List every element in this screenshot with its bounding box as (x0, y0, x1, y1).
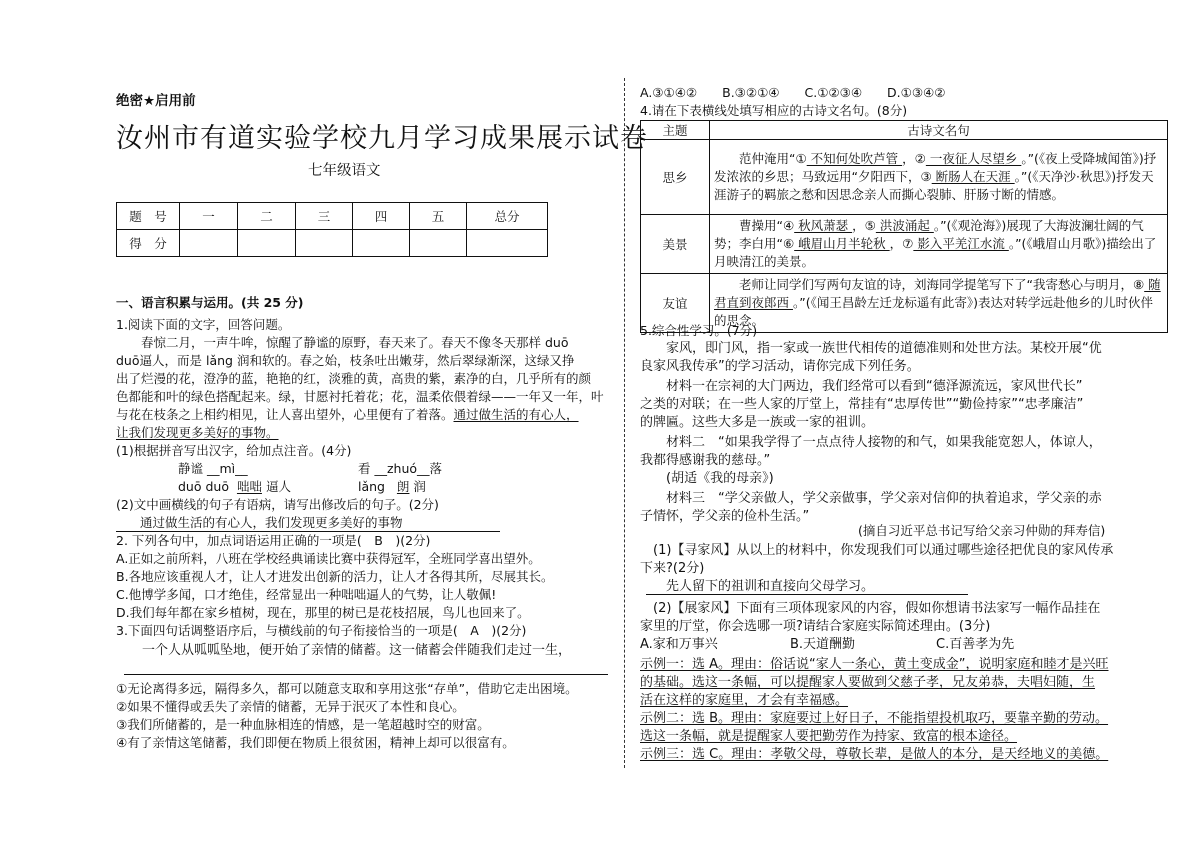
poem-theme: 思乡 (641, 140, 710, 215)
score-cell[interactable] (410, 230, 467, 257)
pinyin-label: duō duō (178, 479, 229, 494)
poem-answer: 随君直到夜郎西 (714, 277, 1161, 310)
material3-line: 材料三 “学父亲做人，学父亲做事，学父亲对信仰的执着追求，学父亲的赤 (640, 491, 1102, 506)
score-header-cell: 题 号 (117, 203, 180, 230)
example-line: 的基础。选这一条幅，可以提醒家人要做到父慈子孝，兄友弟恭，夫唱妇随，生 (640, 675, 1096, 690)
secret-mark: 绝密★启用前 (116, 93, 196, 109)
material1-line: 材料一在宗祠的大门两边，我们经常可以看到“德泽源流远，家风世代长” (640, 379, 1083, 394)
poem-header-lines: 古诗文名句 (710, 121, 1168, 140)
q3-item: ③我们所储蓄的，是一种血脉相连的情感，是一笔超越时空的财富。 (116, 717, 490, 732)
material3-source: (摘自习近平总书记写给父亲习仲勋的拜寿信) (858, 523, 1106, 538)
q3-item: ④有了亲情这笔储蓄，我们即便在物质上很贫困，精神上却可以很富有。 (116, 735, 515, 750)
q2-option: C.他博学多闻，口才绝佳，经常显出一种咄咄逼人的气势，让人敬佩! (116, 587, 497, 602)
score-cell[interactable] (353, 230, 410, 257)
pinyin-tail: 逼人 (265, 479, 291, 494)
right-column (620, 0, 1200, 847)
material2-line: 材料二 “如果我学得了一点点待人接物的和气，如果我能宽恕人，体谅人， (640, 435, 1102, 450)
poem-content (710, 215, 1168, 274)
q2-option: B.各地应该重视人才，让人才进发出创新的活力，让人才各得其所，尽展其长。 (116, 569, 554, 584)
score-header-cell: 总分 (467, 203, 548, 230)
passage-line: 出了烂漫的花，澄净的蓝，艳艳的红，淡雅的黄，高贵的紫，素净的白，几乎所有的颜 (116, 371, 592, 386)
q5-prompt: 5.综合性学习。(7分) (640, 323, 758, 338)
passage-underlined-line: 让我们发现更多美好的事物。 (116, 425, 279, 440)
q5-sub1-line: (1)【寻家风】从以上的材料中，你发现我们可以通过哪些途径把优良的家风传承 (640, 543, 1114, 558)
poem-theme: 友谊 (641, 274, 710, 333)
q4-prompt: 4.请在下表横线处填写相应的古诗文名句。(8分) (640, 103, 908, 118)
poem-answer: 不知何处吹芦管 (806, 151, 903, 166)
pinyin-item (358, 478, 426, 496)
score-header-cell: 四 (353, 203, 410, 230)
example-line: 活在这样的家庭里，才会有幸福感。 (640, 693, 849, 708)
q1-sub1: (1)根据拼音写出汉字，给加点注音。(4分) (116, 443, 352, 458)
material2-source: (胡适《我的母亲》) (640, 471, 774, 486)
poem-table-header (641, 121, 1168, 140)
score-cell[interactable] (296, 230, 353, 257)
score-table-row (117, 230, 548, 257)
example-line: 示例一：选 A。理由：俗话说“家人一条心，黄土变成金”，说明家庭和睦才是兴旺 (640, 657, 1109, 672)
example-line: 示例二：选 B。理由：家庭要过上好日子，不能指望投机取巧，要靠辛勤的劳动。 (640, 711, 1109, 726)
poem-text: 。”(《闻王昌龄左迁龙标遥有此寄》)表达对转学远赴他乡的儿时伙伴的思念。 (714, 295, 1153, 328)
poem-header-theme: 主题 (641, 121, 710, 140)
pinyin-item: 静谧 __mì__ (178, 461, 248, 476)
poem-text: 。”(《观沧海》)展现了大海波澜壮阔的气势；李白用“⑥ (714, 218, 1144, 251)
poem-text: ，② (902, 151, 926, 166)
poem-content (710, 140, 1168, 215)
poem-table (640, 120, 1168, 333)
q3-choices: A.③①④② B.③②①④ C.①②③④ D.①③④② (640, 85, 946, 100)
example-line: 选这一条幅，就是提醒家人要把勤劳作为持家、致富的根本途径。 (640, 729, 1018, 744)
poem-content (710, 274, 1168, 333)
passage-line: duō逼人，而是 lǎng 润和软的。春之始，枝条吐出嫩芽，然后翠绿渐深，这绿又挣 (116, 353, 575, 368)
pinyin-label: lǎng (358, 479, 385, 494)
q1-prompt: 1.阅读下面的文字，回答问题。 (116, 317, 291, 332)
q2-option: D.我们每年都在家乡植树，现在，那里的树已是花枝招展，鸟儿也回来了。 (116, 605, 530, 620)
q3-prompt: 3.下面四句话调整语序后，与横线前的句子衔接恰当的一项是( A )(2分) (116, 623, 527, 638)
score-cell[interactable] (467, 230, 548, 257)
q5-sub1-answer: 先人留下的祖训和直接向父母学习。 (640, 579, 875, 594)
q3-lead: 一个人从呱呱坠地，便开始了亲情的储蓄。这一储蓄会伴随我们走过一生， (116, 643, 572, 658)
score-table-header (117, 203, 548, 230)
pinyin-item: 看 __zhuó__落 (358, 461, 443, 476)
section1-title: 一、语言积累与运用。(共 25 分) (116, 295, 304, 310)
q5-sub2-option: C.百善孝为先 (936, 637, 1015, 652)
poem-answer: 影入平羌江水流 (913, 236, 1009, 251)
material3-line: 子情怀，学父亲的俭朴生活。” (640, 509, 810, 524)
poem-row (641, 215, 1168, 274)
score-header-cell: 一 (180, 203, 238, 230)
example-line: 示例三：选 C。理由：孝敬父母，尊敬长辈，是做人的本分，是天经地义的美德。 (640, 747, 1109, 762)
q5-sub2-option: B.天道酬勤 (790, 637, 856, 652)
q2-option: A.正如之前所料，八班在学校经典诵读比赛中获得冠军，全班同学喜出望外。 (116, 551, 541, 566)
answer-line (646, 594, 968, 595)
poem-text: 范仲淹用“① (714, 151, 807, 166)
q5-sub2-option: A.家和万事兴 (640, 637, 718, 652)
poem-text: 。”(《峨眉山月歌》)描绘出了月映清江的美景。 (714, 236, 1157, 269)
score-cell[interactable] (238, 230, 296, 257)
q5-sub2-line: 家里的厅堂，你会选哪一项?请结合家庭实际简述理由。(3分) (640, 619, 991, 634)
poem-text: ，⑦ (889, 236, 914, 251)
pinyin-tail: 润 (413, 479, 426, 494)
answer-line (124, 674, 608, 675)
poem-text: 。”(《天净沙·秋思》)抒发天涯游子的羁旅之愁和因思念亲人而撕心裂肺、肝肠寸断的情感。 (714, 169, 1154, 202)
poem-row (641, 140, 1168, 215)
material2-line: 我都得感谢我的慈母。” (640, 453, 771, 468)
score-row-label: 得 分 (117, 230, 180, 257)
poem-answer: 秋风萧瑟 (794, 218, 853, 233)
poem-text: ，⑤ (852, 218, 876, 233)
score-cell[interactable] (180, 230, 238, 257)
poem-answer: 洪波涌起 (875, 218, 934, 233)
score-header-cell: 五 (410, 203, 467, 230)
score-header-cell: 二 (238, 203, 296, 230)
passage-text: 与花在枝条之上相约相见，让人喜出望外，心里便有了着落。 (116, 407, 454, 422)
q5-sub2-line: (2)【展家风】下面有三项体现家风的内容，假如你想请书法家写一幅作品挂在 (640, 601, 1101, 616)
poem-answer: 一夜征人尽望乡 (925, 151, 1022, 166)
passage-line: 色都能和叶的绿色搭配起来。绿，甘愿衬托着花；花，温柔依偎着绿——一年又一年，叶 (116, 389, 604, 404)
q5-intro-line: 家风，即门风，指一家或一族世代相传的道德准则和处世方法。某校开展“优 (640, 341, 1102, 356)
pinyin-answer: 咄咄 (236, 479, 262, 494)
poem-text: 。”(《夜上受降城闻笛》)抒发浓浓的乡思；马致远用“夕阳西下，③ (714, 151, 1157, 184)
q3-item: ②如果不懂得或丢失了亲情的储蓄，无异于泯灭了本性和良心。 (116, 699, 465, 714)
q1-sub2: (2)文中画横线的句子有语病，请写出修改后的句子。(2分) (116, 497, 439, 512)
passage-underlined-tail: 通过做生活的有心人， (453, 407, 579, 422)
pinyin-item (178, 478, 291, 496)
poem-answer: 断肠人在天涯 (931, 169, 1015, 184)
score-table (116, 202, 548, 257)
poem-theme: 美景 (641, 215, 710, 274)
poem-text: 曹操用“④ (714, 218, 795, 233)
material1-line: 的牌匾。这些大多是一族或一家的祖训。 (640, 415, 875, 430)
q3-item: ①无论离得多远，隔得多久，都可以随意支取和享用这张“存单”，借助它走出困境。 (116, 681, 578, 696)
poem-answer: 峨眉山月半轮秋 (794, 236, 890, 251)
passage-line: 春惊二月，一声牛哞，惊醒了静谧的原野，春天来了。春天不像冬天那样 duō (116, 335, 569, 350)
exam-subtitle: 七年级语文 (308, 163, 381, 179)
score-header-cell: 三 (296, 203, 353, 230)
pinyin-answer: 朗 (396, 479, 410, 494)
exam-title: 汝州市有道实验学校九月学习成果展示试卷 (116, 123, 648, 154)
passage-line (116, 406, 579, 424)
q1-sub2-answer: 通过做生活的有心人，我们发现更多美好的事物 (140, 515, 403, 530)
material1-line: 之类的对联；在一些人家的厅堂上，常挂有“忠厚传世”“勤俭持家”“忠孝廉洁” (640, 397, 1084, 412)
q5-sub1-line: 下来?(2分) (640, 561, 705, 576)
q5-intro-line: 良家风我传承”的学习活动，请你完成下列任务。 (640, 359, 920, 374)
q2-prompt: 2. 下列各句中，加点词语运用正确的一项是( B )(2分) (116, 533, 431, 548)
poem-text: 老师让同学们写两句友谊的诗，刘海同学提笔写下了“我寄愁心与明月，⑧ (714, 277, 1145, 292)
